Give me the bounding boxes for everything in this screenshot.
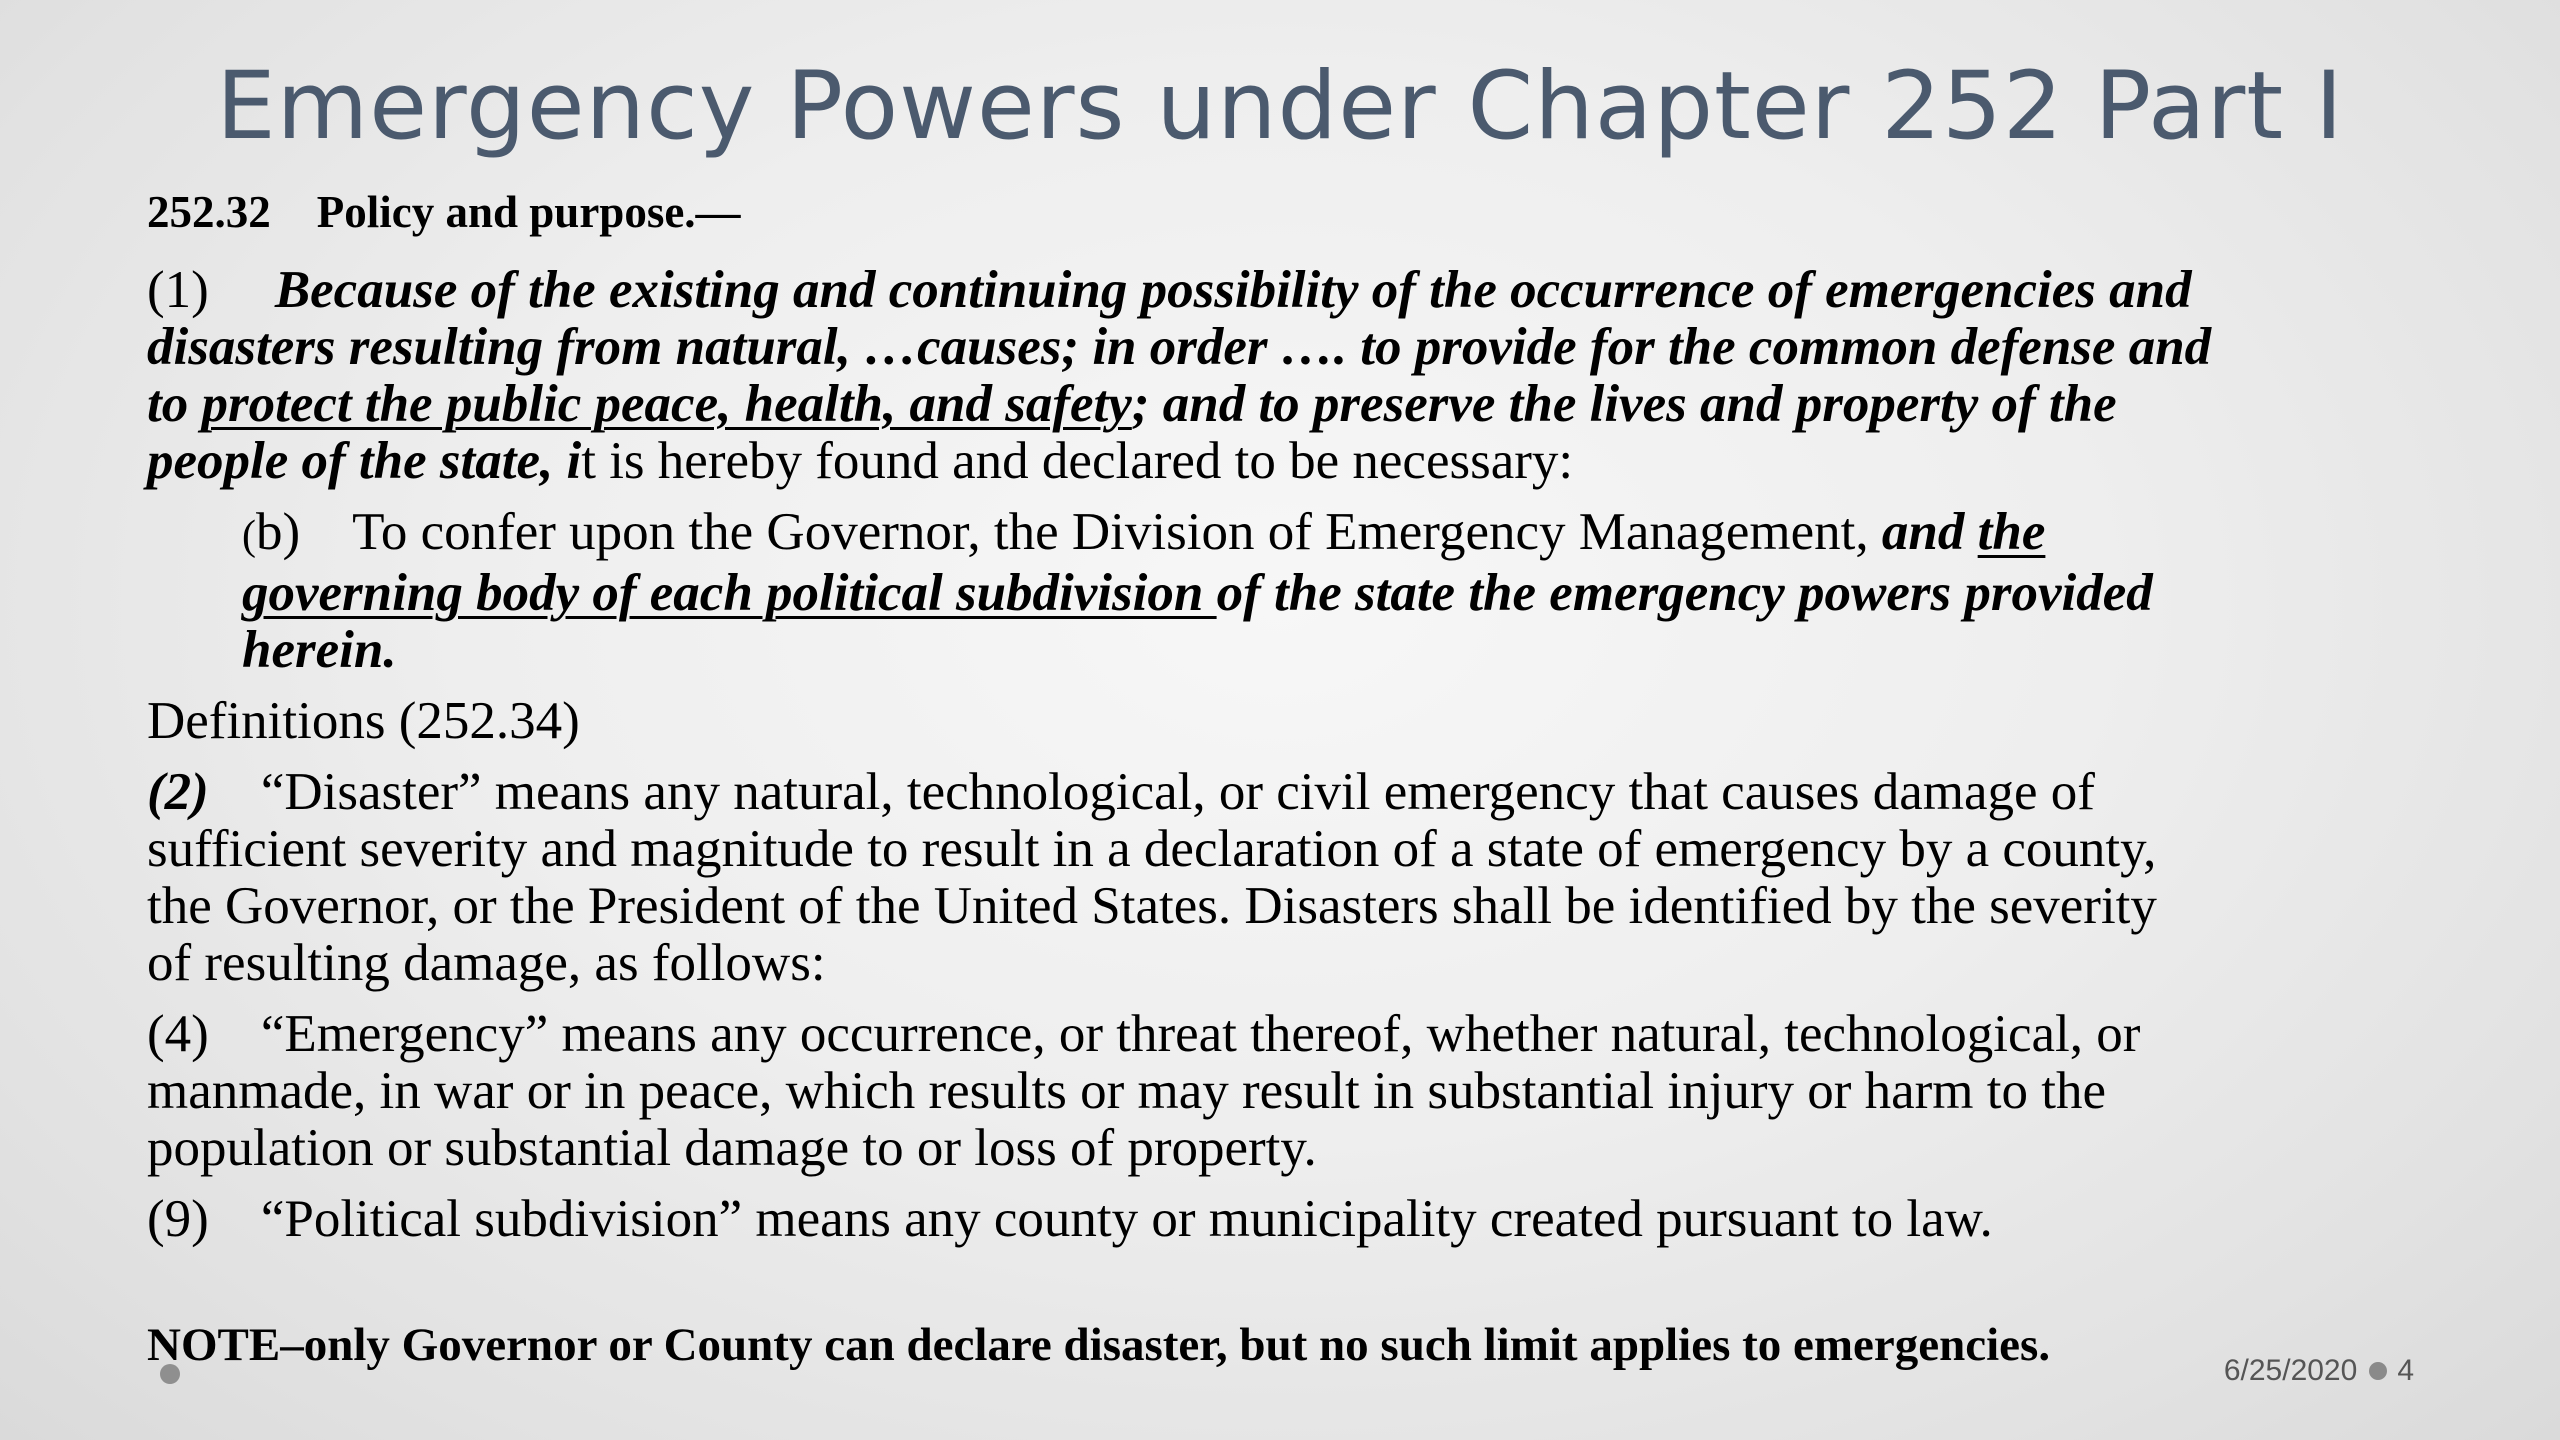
section-number: 252.32: [147, 187, 271, 237]
page-number: 4: [2397, 1354, 2414, 1387]
paragraph-b-line-3: herein.: [242, 621, 397, 679]
definition-4: (4) “Emergency” means any occurrence, or threat thereof, whether natural, technological, or manmade, in war or in peace, which results or may result in substantial injury or harm to the population or substantial damage to or loss of property.: [147, 1005, 2141, 1177]
paragraph-1: [147, 262, 2387, 490]
paragraph-b-line-2: governing body of each political subdivision of the state the emergency powers provided: [242, 564, 2153, 622]
footer-date: 6/25/2020: [2223, 1354, 2358, 1387]
definitions-heading: Definitions (252.34): [147, 692, 580, 750]
paragraph-1-line-1: (1) Because of the existing and continuing possibility of the occurrence of emergencies and: [147, 261, 2192, 319]
definition-2-number: (2): [147, 763, 209, 821]
section-heading: [147, 176, 2387, 248]
definition-9: (9) “Political subdivision” means any county or municipality created pursuant to law.: [147, 1190, 1993, 1248]
paragraph-1-line-2: disasters resulting from natural, …causes; in order …. to provide for the common defense and: [147, 318, 2212, 376]
paragraph-b-line-1: (b) To confer upon the Governor, the Division of Emergency Management, and the: [242, 503, 2046, 561]
slide-footer: [2224, 1354, 2414, 1388]
definition-4-number: (4): [147, 1005, 209, 1063]
paragraph-1-line-3: to protect the public peace, health, and safety; and to preserve the lives and property of the: [147, 375, 2117, 433]
slide-title: Emergency Powers under Chapter 252 Part I: [216, 52, 2344, 161]
slide-body: [147, 176, 2387, 1248]
section-title: Policy and purpose.—: [316, 187, 741, 237]
definition-2: (2) “Disaster” means any natural, technological, or civil emergency that causes damage of sufficient severity and magnitude to result in a declaration of a state of emergency by a county, the Governor, or the President of the United States. Disasters shall be identified by the severity of resulting damage, as follows:: [147, 763, 2157, 992]
paragraph-b-label: b): [256, 503, 301, 561]
paragraph-1-line-4: people of the state, it is hereby found and declared to be necessary:: [147, 432, 1574, 490]
underlined-phrase: protect the public peace, health, and safety: [201, 375, 1132, 433]
paragraph-1-number: (1): [147, 261, 209, 319]
paragraph-b: [242, 504, 2387, 679]
definition-9-number: (9): [147, 1190, 209, 1248]
note-text: NOTE–only Governor or County can declare disaster, but no such limit applies to emergencies.: [147, 1319, 2051, 1371]
footer-dot-icon: [2369, 1362, 2387, 1380]
